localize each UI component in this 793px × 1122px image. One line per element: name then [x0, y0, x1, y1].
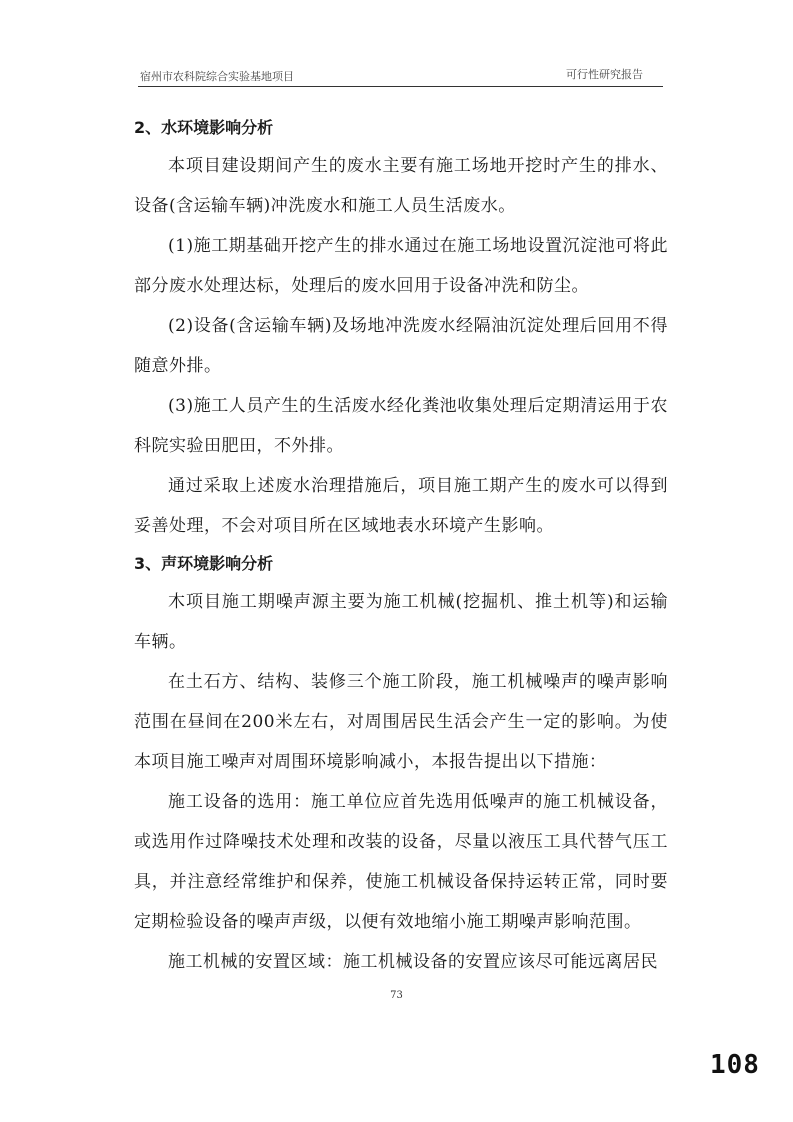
body-content	[134, 110, 668, 982]
header-report-type: 可行性研究报告	[566, 68, 643, 81]
paragraph: 本项目建设期间产生的废水主要有施工场地开挖时产生的排水、设备(含运输车辆)冲洗废水和施工人员生活废水。	[134, 156, 668, 216]
header-divider	[138, 86, 663, 87]
paragraph: 施工机械的安置区域：施工机械设备的安置应该尽可能远离居民	[168, 952, 658, 972]
page-number: 73	[390, 990, 403, 1001]
stamped-page-count: 108	[710, 1050, 760, 1080]
paragraph: (2)设备(含运输车辆)及场地冲洗废水经隔油沉淀处理后回用不得随意外排。	[134, 316, 668, 376]
paragraph: 施工设备的选用：施工单位应首先选用低噪声的施工机械设备，或选用作过降噪技术处理和改装的设备，尽量以液压工具代替气压工具，并注意经常维护和保养，使施工机械设备保持运转正常，同时要定期检验设备的噪声声级，以便有效地缩小施工期噪声影响范围。	[134, 792, 668, 932]
paragraph: (1)施工期基础开挖产生的排水通过在施工场地设置沉淀池可将此部分废水处理达标，处理后的废水回用于设备冲洗和防尘。	[134, 236, 668, 296]
header-project-name: 宿州市农科院综合实验基地项目	[140, 70, 294, 83]
paragraph: 通过采取上述废水治理措施后，项目施工期产生的废水可以得到妥善处理，不会对项目所在区域地表水环境产生影响。	[134, 476, 668, 536]
paragraph: (3)施工人员产生的生活废水经化粪池收集处理后定期清运用于农科院实验田肥田，不外排。	[134, 396, 668, 456]
paragraph: 在土石方、结构、装修三个施工阶段，施工机械噪声的噪声影响范围在昼间在200米左右，对周围居民生活会产生一定的影响。为使本项目施工噪声对周围环境影响减小，本报告提出以下措施：	[134, 672, 668, 772]
section-heading-water: 2、水环境影响分析	[134, 118, 274, 137]
section-heading-noise: 3、声环境影响分析	[134, 554, 274, 573]
paragraph: 木项目施工期噪声源主要为施工机械(挖掘机、推土机等)和运输车辆。	[134, 592, 668, 652]
